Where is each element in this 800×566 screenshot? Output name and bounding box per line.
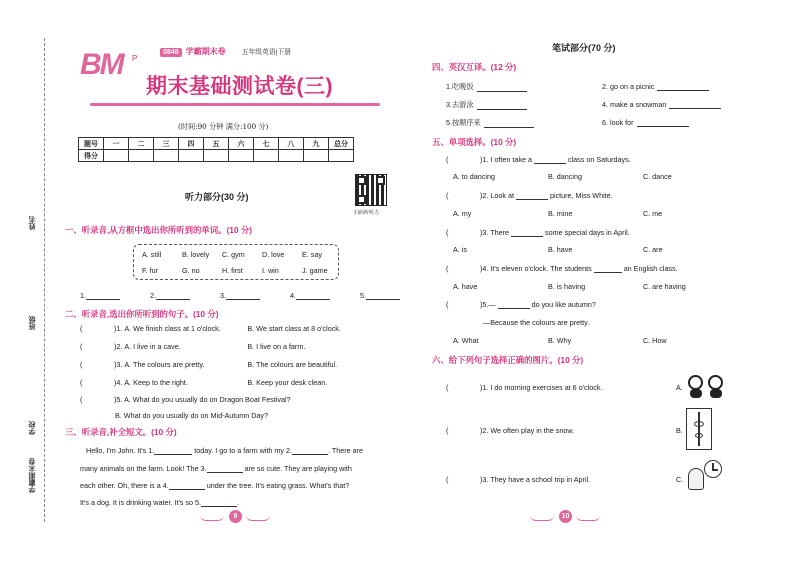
flourish-icon: [200, 515, 224, 521]
answer-bracket[interactable]: (: [80, 360, 83, 369]
word-option: F. fur: [142, 266, 158, 275]
s2-item-4: [80, 378, 327, 387]
answer-bracket[interactable]: (: [446, 300, 449, 309]
passage-line-4: [80, 498, 239, 507]
option-label[interactable]: B.: [676, 426, 683, 435]
question-text: do you like autumn?: [531, 300, 596, 309]
answer-bracket[interactable]: (: [80, 378, 83, 387]
qr-caption: 扫码听听力: [354, 210, 380, 216]
answer-number: 5.: [360, 291, 366, 300]
score-cell: 一: [104, 138, 129, 150]
score-input-cell[interactable]: [279, 150, 304, 162]
qr-code-icon[interactable]: [355, 174, 387, 206]
passage-blank[interactable]: [207, 465, 243, 473]
answer-blank[interactable]: [86, 292, 120, 300]
page-number-left: [200, 510, 270, 524]
passage-text: . There are: [328, 446, 364, 455]
s5-q4: [446, 264, 678, 273]
flourish-icon: [246, 515, 270, 521]
item-number: )1.: [114, 324, 123, 333]
option-b[interactable]: B. have: [548, 245, 573, 254]
translate-item: 1.吃晚饭: [446, 82, 474, 91]
score-input-cell[interactable]: [129, 150, 154, 162]
option-a[interactable]: A. What: [453, 336, 479, 345]
page-number-right: [530, 510, 600, 524]
pandas-picture-icon[interactable]: [686, 373, 726, 399]
answer-bracket[interactable]: (: [80, 395, 83, 404]
translate-item: 4. make a snowman: [602, 100, 667, 109]
score-input-cell[interactable]: [254, 150, 279, 162]
translate-item: 6. look for: [602, 118, 634, 127]
word-option: J. game: [302, 266, 328, 275]
question-blank[interactable]: [516, 192, 548, 200]
score-cell: 六: [229, 138, 254, 150]
score-cell: 九: [304, 138, 329, 150]
s2-item-3: [80, 360, 337, 369]
question-blank[interactable]: [594, 265, 622, 273]
option-b[interactable]: B. is having: [548, 282, 586, 291]
passage-text: many animals on the farm. Look! The 3.: [80, 464, 207, 473]
s6-q2: [446, 426, 574, 435]
word-row-1: [142, 250, 322, 259]
word-option: A. still: [142, 250, 162, 259]
score-cell: 七: [254, 138, 279, 150]
item-number: )5.: [114, 395, 123, 404]
s5-q2: [446, 191, 613, 200]
s2-item-5-b: [115, 411, 268, 420]
section-4-title: 四、英汉互译。(12 分): [432, 62, 517, 72]
passage-blank[interactable]: [201, 499, 237, 507]
section-5-title: 五、单项选择。(10 分): [432, 137, 517, 147]
option-b: B. The colours are beautiful.: [247, 360, 338, 369]
option-c[interactable]: C. are having: [643, 282, 686, 291]
option-a: A. We finish class at 1 o'clock.: [124, 324, 221, 333]
s6-opt-c: [676, 475, 683, 484]
score-cell: 总分: [329, 138, 354, 150]
s5-q5-reply: [483, 318, 589, 327]
s6-q1: [446, 383, 602, 392]
s5-q2-options: [453, 209, 662, 218]
reply-text: —Because the colours are pretty.: [483, 318, 590, 327]
flourish-icon: [530, 515, 554, 521]
s4-row-3b: [602, 118, 689, 127]
answer-number: 2.: [150, 291, 156, 300]
word-row-2: [142, 266, 328, 275]
score-cell: 五: [204, 138, 229, 150]
word-option: D. love: [262, 250, 285, 259]
score-input-cell[interactable]: [154, 150, 179, 162]
option-b: B. We start class at 8 o'clock.: [247, 324, 341, 333]
passage-text: are so cute. They are playing with: [244, 464, 352, 473]
passage-text: under the tree. It's eating grass. What's that?: [206, 481, 350, 490]
section-6-title: 六、给下列句子选择正确的图片。(10 分): [432, 355, 584, 365]
option-b[interactable]: B. dancing: [548, 172, 582, 181]
word-option: B. lovely: [182, 250, 210, 259]
question-text: class on Saturdays.: [567, 155, 631, 164]
tower-picture-icon[interactable]: [686, 408, 712, 450]
translate-blank[interactable]: [484, 120, 534, 128]
option-c[interactable]: C. are: [643, 245, 663, 254]
option-label[interactable]: A.: [676, 383, 683, 392]
title-underline: [90, 103, 380, 106]
time-info: (时间:90 分钟 满分:100 分): [178, 122, 269, 131]
option-b[interactable]: B. mine: [548, 209, 573, 218]
score-cell: 八: [279, 138, 304, 150]
logo-letters: BM: [80, 48, 123, 81]
question-text: an English class.: [623, 264, 678, 273]
s6-opt-b: [676, 426, 683, 435]
logo: [80, 46, 140, 96]
s2-item-1: [80, 324, 341, 333]
answer-bracket[interactable]: (: [446, 228, 449, 237]
s6-q3: [446, 475, 590, 484]
option-c[interactable]: C. me: [643, 209, 663, 218]
option-c[interactable]: C. How: [643, 336, 667, 345]
item-number: )2.: [114, 342, 123, 351]
passage-text: today. I go to a farm with my 2.: [194, 446, 293, 455]
question-text: )3. They have a school trip in April.: [480, 475, 591, 484]
word-option: H. first: [222, 266, 243, 275]
margin-series-label: 学霸期末卷: [29, 458, 36, 493]
translate-item: 3.去游泳: [446, 100, 474, 109]
answer-bracket[interactable]: (: [446, 426, 449, 435]
option-a: A. I live in a cave.: [124, 342, 181, 351]
question-text: )3. There: [480, 228, 510, 237]
question-text: picture, Miss White.: [549, 191, 613, 200]
s4-row-3: [446, 118, 534, 128]
margin-name-label: 姓名: [29, 216, 36, 230]
score-input-cell[interactable]: [104, 150, 129, 162]
answer-bracket[interactable]: (: [446, 264, 449, 273]
option-a: A. The colours are pretty.: [124, 360, 205, 369]
flourish-icon: [576, 515, 600, 521]
option-a[interactable]: A. is: [453, 245, 467, 254]
option-label[interactable]: C.: [676, 475, 684, 484]
answer-bracket[interactable]: (: [446, 475, 449, 484]
option-a: A. What do you usually do on Dragon Boat Festival?: [124, 395, 291, 404]
question-text: )4. It's eleven o'clock. The students: [480, 264, 592, 273]
word-option: G. no: [182, 266, 200, 275]
answer-blank[interactable]: [226, 292, 260, 300]
answer-bracket[interactable]: (: [446, 191, 449, 200]
option-a[interactable]: A. my: [453, 209, 472, 218]
listening-title: 听力部分(30 分): [185, 192, 249, 202]
answer-number: 1.: [80, 291, 86, 300]
s2-item-5: [80, 395, 291, 404]
word-option: C. gym: [222, 250, 245, 259]
margin-school-label: 学校: [29, 421, 36, 435]
answer-bracket[interactable]: (: [446, 383, 449, 392]
score-input-cell[interactable]: [304, 150, 329, 162]
margin-class-label: 班级: [29, 316, 36, 330]
series-code: 0848: [160, 48, 182, 57]
question-text: some special days in April.: [545, 228, 630, 237]
question-blank[interactable]: [534, 156, 566, 164]
s5-q5-options: [453, 336, 667, 345]
question-blank[interactable]: [498, 301, 530, 309]
option-b[interactable]: B. Why: [548, 336, 572, 345]
question-text: )1. I often take a: [480, 155, 532, 164]
question-text: )2. We often play in the snow.: [480, 426, 575, 435]
section-2-title: 二、听录音,选出你所听到的句子。(10 分): [65, 309, 219, 319]
score-table-header-row: [79, 138, 354, 150]
score-cell: 三: [154, 138, 179, 150]
translate-blank[interactable]: [477, 102, 527, 110]
option-a[interactable]: A. to dancing: [453, 172, 495, 181]
answer-number: 3.: [220, 291, 226, 300]
score-input-cell[interactable]: [229, 150, 254, 162]
item-number: )3.: [114, 360, 123, 369]
series-name: 学霸期末卷: [185, 47, 226, 56]
s5-q1-options: [453, 172, 672, 181]
section-1-title: 一、听录音,从方框中选出你所听到的单词。(10 分): [65, 225, 253, 235]
binding-dashed-line: [44, 38, 45, 522]
score-input-cell[interactable]: [329, 150, 354, 162]
question-text: )2. Look at: [480, 191, 514, 200]
passage-line-3: [80, 481, 349, 490]
translate-item: 5.按顺序来: [446, 118, 481, 127]
option-b: B. I live on a farm.: [247, 342, 306, 351]
question-blank[interactable]: [511, 229, 543, 237]
s4-row-1: [446, 82, 527, 92]
score-input-cell[interactable]: [179, 150, 204, 162]
option-a: A. Keep to the right.: [124, 378, 188, 387]
s4-row-1b: [602, 82, 709, 91]
option-c[interactable]: C. dance: [643, 172, 672, 181]
s5-q4-options: [453, 282, 686, 291]
passage-text: each other. Oh, there is a 4.: [80, 481, 169, 490]
passage-line-1: [86, 446, 363, 455]
s2-item-2: [80, 342, 305, 351]
s4-row-2b: [602, 100, 721, 109]
clock-girl-picture-icon[interactable]: [686, 458, 726, 494]
written-title: 笔试部分(70 分): [552, 43, 616, 53]
answer-blank[interactable]: [156, 292, 190, 300]
item-number: )4.: [114, 378, 123, 387]
word-option: I. win: [262, 266, 279, 275]
s5-q1: [446, 155, 631, 164]
translate-item: 2. go on a picnic: [602, 82, 655, 91]
answer-bracket[interactable]: (: [446, 155, 449, 164]
grade-subject: 五年级英语|下册: [241, 49, 292, 56]
s5-q3: [446, 228, 630, 237]
score-table-score-row: [79, 150, 354, 162]
option-b: B. What do you usually do on Mid-Autumn Day?: [115, 411, 269, 420]
answer-bracket[interactable]: (: [80, 324, 83, 333]
passage-text: .: [237, 498, 239, 507]
passage-blank[interactable]: [169, 482, 205, 490]
s5-q3-options: [453, 245, 663, 254]
word-option: E. say: [302, 250, 322, 259]
s4-row-2: [446, 100, 527, 110]
question-text: )5.—: [480, 300, 496, 309]
passage-text: Hello, I'm John. It's 1.: [86, 446, 155, 455]
answer-number: 4.: [290, 291, 296, 300]
passage-text: It's a dog. It is drinking water. It's so 5.: [80, 498, 201, 507]
page-title: 期末基础测试卷(三): [146, 75, 333, 98]
series-banner: [160, 46, 291, 57]
binding-strip: [29, 38, 50, 522]
page-badge: 10: [559, 510, 572, 523]
score-cell: 二: [129, 138, 154, 150]
question-text: )1. I do morning exercises at 6 o'clock.: [480, 383, 603, 392]
score-cell: 四: [179, 138, 204, 150]
passage-blank[interactable]: [154, 447, 192, 455]
option-a[interactable]: A. have: [453, 282, 478, 291]
translate-blank[interactable]: [669, 101, 721, 109]
score-cell: 题号: [79, 138, 104, 150]
s6-opt-a: [676, 383, 683, 392]
translate-blank[interactable]: [637, 119, 689, 127]
score-cell: 得分: [79, 150, 104, 162]
answer-bracket[interactable]: (: [80, 342, 83, 351]
answer-blanks-row: [80, 291, 400, 300]
page-badge: 9: [229, 510, 242, 523]
logo-p: P: [132, 54, 138, 63]
section-3-title: 三、听录音,补全短文。(10 分): [65, 427, 177, 437]
s5-q5: [446, 300, 596, 309]
translate-blank[interactable]: [657, 83, 709, 91]
passage-line-2: [80, 464, 352, 473]
score-table: [78, 137, 354, 162]
translate-blank[interactable]: [477, 84, 527, 92]
answer-blank[interactable]: [296, 292, 330, 300]
passage-blank[interactable]: [292, 447, 328, 455]
answer-blank[interactable]: [366, 292, 400, 300]
score-input-cell[interactable]: [204, 150, 229, 162]
option-b: B. Keep your desk clean.: [247, 378, 328, 387]
